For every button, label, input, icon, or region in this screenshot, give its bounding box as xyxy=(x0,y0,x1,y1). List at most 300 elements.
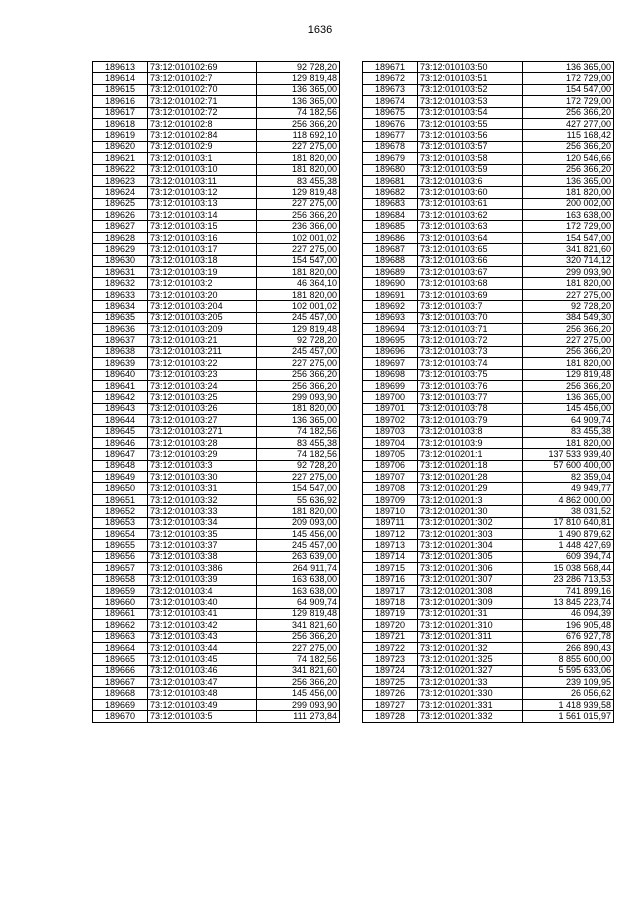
value-cell: 299 093,90 xyxy=(257,392,340,403)
cadastral-number-cell: 73:12:010103:49 xyxy=(148,699,257,710)
table-row xyxy=(363,369,614,380)
cadastral-number-cell: 73:12:010201:304 xyxy=(418,540,523,551)
table-row xyxy=(93,506,340,517)
table-row xyxy=(363,267,614,278)
value-cell: 115 168,42 xyxy=(523,130,614,141)
record-id-cell: 189672 xyxy=(363,73,418,84)
record-id-cell: 189668 xyxy=(93,688,148,699)
value-cell: 136 365,00 xyxy=(257,84,340,95)
table-row xyxy=(363,335,614,346)
table-row xyxy=(93,642,340,653)
value-cell: 118 692,10 xyxy=(257,130,340,141)
cadastral-number-cell: 73:12:010103:2 xyxy=(148,278,257,289)
record-id-cell: 189628 xyxy=(93,232,148,243)
table-row xyxy=(93,130,340,141)
table-row xyxy=(93,244,340,255)
value-cell: 181 820,00 xyxy=(257,164,340,175)
table-row xyxy=(363,107,614,118)
table-row xyxy=(93,585,340,596)
record-id-cell: 189632 xyxy=(93,278,148,289)
value-cell: 154 547,00 xyxy=(523,232,614,243)
cadastral-number-cell: 73:12:010201:308 xyxy=(418,585,523,596)
record-id-cell: 189622 xyxy=(93,164,148,175)
value-cell: 200 002,00 xyxy=(523,198,614,209)
cadastral-number-cell: 73:12:010103:37 xyxy=(148,540,257,551)
cadastral-number-cell: 73:12:010103:17 xyxy=(148,244,257,255)
table-row xyxy=(363,426,614,437)
cadastral-number-cell: 73:12:010103:79 xyxy=(418,415,523,426)
value-cell: 102 001,02 xyxy=(257,232,340,243)
table-row xyxy=(93,118,340,129)
cadastral-number-cell: 73:12:010103:6 xyxy=(418,175,523,186)
value-cell: 227 275,00 xyxy=(257,244,340,255)
record-id-cell: 189654 xyxy=(93,529,148,540)
table-row xyxy=(93,699,340,710)
record-id-cell: 189618 xyxy=(93,118,148,129)
value-cell: 172 729,00 xyxy=(523,73,614,84)
value-cell: 136 365,00 xyxy=(257,96,340,107)
table-row xyxy=(93,358,340,369)
table-row xyxy=(363,483,614,494)
table-row xyxy=(93,563,340,574)
cadastral-number-cell: 73:12:010103:75 xyxy=(418,369,523,380)
value-cell: 181 820,00 xyxy=(257,506,340,517)
value-cell: 163 638,00 xyxy=(257,585,340,596)
value-cell: 256 366,20 xyxy=(523,323,614,334)
record-id-cell: 189706 xyxy=(363,460,418,471)
table-row xyxy=(363,608,614,619)
cadastral-number-cell: 73:12:010103:271 xyxy=(148,426,257,437)
cadastral-number-cell: 73:12:010103:58 xyxy=(418,153,523,164)
record-id-cell: 189708 xyxy=(363,483,418,494)
value-cell: 145 456,00 xyxy=(523,403,614,414)
table-row xyxy=(363,96,614,107)
cadastral-number-cell: 73:12:010201:18 xyxy=(418,460,523,471)
record-id-cell: 189695 xyxy=(363,335,418,346)
cadastral-number-cell: 73:12:010103:18 xyxy=(148,255,257,266)
record-id-cell: 189723 xyxy=(363,654,418,665)
table-row xyxy=(363,574,614,585)
record-id-cell: 189627 xyxy=(93,221,148,232)
value-cell: 245 457,00 xyxy=(257,540,340,551)
record-id-cell: 189717 xyxy=(363,585,418,596)
table-row xyxy=(93,494,340,505)
value-cell: 227 275,00 xyxy=(257,141,340,152)
record-id-cell: 189681 xyxy=(363,175,418,186)
table-row xyxy=(93,198,340,209)
cadastral-number-cell: 73:12:010201:331 xyxy=(418,699,523,710)
value-cell: 341 821,60 xyxy=(257,620,340,631)
cadastral-number-cell: 73:12:010103:26 xyxy=(148,403,257,414)
record-id-cell: 189638 xyxy=(93,346,148,357)
table-row xyxy=(93,380,340,391)
record-id-cell: 189728 xyxy=(363,711,418,722)
record-id-cell: 189671 xyxy=(363,62,418,73)
cadastral-number-cell: 73:12:010201:302 xyxy=(418,517,523,528)
value-cell: 181 820,00 xyxy=(257,403,340,414)
record-id-cell: 189639 xyxy=(93,358,148,369)
cadastral-number-cell: 73:12:010103:11 xyxy=(148,175,257,186)
record-id-cell: 189721 xyxy=(363,631,418,642)
value-cell: 83 455,38 xyxy=(257,175,340,186)
cadastral-number-cell: 73:12:010103:5 xyxy=(148,711,257,722)
table-row xyxy=(93,449,340,460)
value-cell: 227 275,00 xyxy=(523,335,614,346)
cadastral-number-cell: 73:12:010103:70 xyxy=(418,312,523,323)
cadastral-number-cell: 73:12:010201:306 xyxy=(418,563,523,574)
table-row xyxy=(363,358,614,369)
record-id-cell: 189679 xyxy=(363,153,418,164)
cadastral-number-cell: 73:12:010103:73 xyxy=(418,346,523,357)
value-cell: 129 819,48 xyxy=(257,608,340,619)
cadastral-number-cell: 73:12:010201:30 xyxy=(418,506,523,517)
record-id-cell: 189693 xyxy=(363,312,418,323)
cadastral-number-cell: 73:12:010103:52 xyxy=(418,84,523,95)
cadastral-number-cell: 73:12:010103:67 xyxy=(418,267,523,278)
table-row xyxy=(93,403,340,414)
cadastral-number-cell: 73:12:010102:72 xyxy=(148,107,257,118)
value-cell: 196 905,48 xyxy=(523,620,614,631)
cadastral-number-cell: 73:12:010103:43 xyxy=(148,631,257,642)
record-id-cell: 189643 xyxy=(93,403,148,414)
record-id-cell: 189713 xyxy=(363,540,418,551)
cadastral-number-cell: 73:12:010103:71 xyxy=(418,323,523,334)
record-id-cell: 189657 xyxy=(93,563,148,574)
table-row xyxy=(93,529,340,540)
record-id-cell: 189692 xyxy=(363,301,418,312)
table-row xyxy=(93,73,340,84)
record-id-cell: 189705 xyxy=(363,449,418,460)
cadastral-number-cell: 73:12:010103:35 xyxy=(148,529,257,540)
record-id-cell: 189670 xyxy=(93,711,148,722)
cadastral-number-cell: 73:12:010201:31 xyxy=(418,608,523,619)
cadastral-number-cell: 73:12:010103:13 xyxy=(148,198,257,209)
record-id-cell: 189709 xyxy=(363,494,418,505)
table-row xyxy=(93,631,340,642)
record-id-cell: 189710 xyxy=(363,506,418,517)
table-row xyxy=(93,392,340,403)
cadastral-number-cell: 73:12:010103:16 xyxy=(148,232,257,243)
table-row xyxy=(93,677,340,688)
table-row xyxy=(363,585,614,596)
record-id-cell: 189640 xyxy=(93,369,148,380)
cadastral-number-cell: 73:12:010201:3 xyxy=(418,494,523,505)
cadastral-number-cell: 73:12:010103:65 xyxy=(418,244,523,255)
table-row xyxy=(93,608,340,619)
table-row xyxy=(93,312,340,323)
record-id-cell: 189625 xyxy=(93,198,148,209)
value-cell: 92 728,20 xyxy=(257,460,340,471)
table-row xyxy=(363,392,614,403)
table-row xyxy=(363,255,614,266)
value-cell: 256 366,20 xyxy=(257,677,340,688)
cadastral-number-cell: 73:12:010103:31 xyxy=(148,483,257,494)
cadastral-number-cell: 73:12:010103:77 xyxy=(418,392,523,403)
table-row xyxy=(93,415,340,426)
cadastral-number-cell: 73:12:010201:305 xyxy=(418,551,523,562)
record-id-cell: 189726 xyxy=(363,688,418,699)
value-cell: 209 093,00 xyxy=(257,517,340,528)
table-row xyxy=(363,118,614,129)
cadastral-number-cell: 73:12:010201:311 xyxy=(418,631,523,642)
value-cell: 181 820,00 xyxy=(257,153,340,164)
table-row xyxy=(93,517,340,528)
cadastral-number-cell: 73:12:010103:42 xyxy=(148,620,257,631)
cadastral-number-cell: 73:12:010103:57 xyxy=(418,141,523,152)
cadastral-number-cell: 73:12:010103:47 xyxy=(148,677,257,688)
cadastral-number-cell: 73:12:010102:7 xyxy=(148,73,257,84)
cadastral-number-cell: 73:12:010103:66 xyxy=(418,255,523,266)
value-cell: 172 729,00 xyxy=(523,221,614,232)
record-id-cell: 189614 xyxy=(93,73,148,84)
cadastral-number-cell: 73:12:010103:4 xyxy=(148,585,257,596)
table-row xyxy=(93,711,340,722)
value-cell: 256 366,20 xyxy=(523,107,614,118)
record-id-cell: 189659 xyxy=(93,585,148,596)
value-cell: 384 549,30 xyxy=(523,312,614,323)
record-id-cell: 189663 xyxy=(93,631,148,642)
value-cell: 23 286 713,53 xyxy=(523,574,614,585)
value-cell: 320 714,12 xyxy=(523,255,614,266)
record-id-cell: 189691 xyxy=(363,289,418,300)
cadastral-number-cell: 73:12:010103:386 xyxy=(148,563,257,574)
table-row xyxy=(363,130,614,141)
table-row xyxy=(363,380,614,391)
record-id-cell: 189673 xyxy=(363,84,418,95)
value-cell: 227 275,00 xyxy=(257,472,340,483)
value-cell: 163 638,00 xyxy=(523,210,614,221)
record-id-cell: 189642 xyxy=(93,392,148,403)
cadastral-number-cell: 73:12:010103:19 xyxy=(148,267,257,278)
table-row xyxy=(363,517,614,528)
record-id-cell: 189719 xyxy=(363,608,418,619)
cadastral-number-cell: 73:12:010103:54 xyxy=(418,107,523,118)
table-row xyxy=(93,346,340,357)
cadastral-number-cell: 73:12:010103:27 xyxy=(148,415,257,426)
cadastral-number-cell: 73:12:010201:29 xyxy=(418,483,523,494)
value-cell: 74 182,56 xyxy=(257,426,340,437)
record-id-cell: 189626 xyxy=(93,210,148,221)
value-cell: 245 457,00 xyxy=(257,346,340,357)
value-cell: 82 359,04 xyxy=(523,472,614,483)
table-row xyxy=(363,84,614,95)
value-cell: 83 455,38 xyxy=(257,437,340,448)
value-cell: 676 927,78 xyxy=(523,631,614,642)
table-row xyxy=(93,460,340,471)
record-id-cell: 189720 xyxy=(363,620,418,631)
table-row xyxy=(363,187,614,198)
value-cell: 609 394,74 xyxy=(523,551,614,562)
record-id-cell: 189621 xyxy=(93,153,148,164)
cadastral-number-cell: 73:12:010102:9 xyxy=(148,141,257,152)
cadastral-number-cell: 73:12:010103:9 xyxy=(418,437,523,448)
record-id-cell: 189661 xyxy=(93,608,148,619)
record-id-cell: 189645 xyxy=(93,426,148,437)
record-id-cell: 189690 xyxy=(363,278,418,289)
record-id-cell: 189629 xyxy=(93,244,148,255)
record-id-cell: 189635 xyxy=(93,312,148,323)
record-id-cell: 189617 xyxy=(93,107,148,118)
cadastral-number-cell: 73:12:010103:69 xyxy=(418,289,523,300)
record-id-cell: 189714 xyxy=(363,551,418,562)
value-cell: 154 547,00 xyxy=(257,483,340,494)
cadastral-number-cell: 73:12:010103:72 xyxy=(418,335,523,346)
table-row xyxy=(363,403,614,414)
table-row xyxy=(363,164,614,175)
record-id-cell: 189613 xyxy=(93,62,148,73)
record-id-cell: 189683 xyxy=(363,198,418,209)
value-cell: 1 418 939,58 xyxy=(523,699,614,710)
value-cell: 239 109,95 xyxy=(523,677,614,688)
table-row xyxy=(93,301,340,312)
cadastral-number-cell: 73:12:010103:59 xyxy=(418,164,523,175)
cadastral-number-cell: 73:12:010103:7 xyxy=(418,301,523,312)
table-row xyxy=(363,665,614,676)
value-cell: 92 728,20 xyxy=(257,335,340,346)
record-id-cell: 189623 xyxy=(93,175,148,186)
cadastral-number-cell: 73:12:010102:84 xyxy=(148,130,257,141)
cadastral-number-cell: 73:12:010103:76 xyxy=(418,380,523,391)
cadastral-number-cell: 73:12:010103:3 xyxy=(148,460,257,471)
cadastral-number-cell: 73:12:010201:330 xyxy=(418,688,523,699)
record-id-cell: 189702 xyxy=(363,415,418,426)
record-id-cell: 189698 xyxy=(363,369,418,380)
record-id-cell: 189724 xyxy=(363,665,418,676)
value-cell: 181 820,00 xyxy=(257,289,340,300)
value-cell: 256 366,20 xyxy=(257,631,340,642)
record-id-cell: 189653 xyxy=(93,517,148,528)
record-id-cell: 189680 xyxy=(363,164,418,175)
cadastral-number-cell: 73:12:010102:69 xyxy=(148,62,257,73)
table-row xyxy=(93,62,340,73)
table-row xyxy=(363,312,614,323)
cadastral-number-cell: 73:12:010103:56 xyxy=(418,130,523,141)
value-cell: 129 819,48 xyxy=(523,369,614,380)
value-cell: 266 890,43 xyxy=(523,642,614,653)
cadastral-number-cell: 73:12:010102:70 xyxy=(148,84,257,95)
record-id-cell: 189658 xyxy=(93,574,148,585)
value-cell: 1 490 879,62 xyxy=(523,529,614,540)
table-row xyxy=(363,494,614,505)
value-cell: 181 820,00 xyxy=(257,267,340,278)
table-row xyxy=(363,415,614,426)
table-row xyxy=(363,551,614,562)
cadastral-number-cell: 73:12:010201:327 xyxy=(418,665,523,676)
cadastral-number-cell: 73:12:010103:46 xyxy=(148,665,257,676)
table-row xyxy=(363,631,614,642)
record-id-cell: 189704 xyxy=(363,437,418,448)
cadastral-number-cell: 73:12:010103:44 xyxy=(148,642,257,653)
value-cell: 264 911,74 xyxy=(257,563,340,574)
value-cell: 13 845 223,74 xyxy=(523,597,614,608)
record-id-cell: 189682 xyxy=(363,187,418,198)
value-cell: 136 365,00 xyxy=(523,175,614,186)
cadastral-number-cell: 73:12:010103:64 xyxy=(418,232,523,243)
record-id-cell: 189662 xyxy=(93,620,148,631)
table-row xyxy=(363,62,614,73)
record-id-cell: 189674 xyxy=(363,96,418,107)
registry-table-right xyxy=(362,61,614,723)
value-cell: 136 365,00 xyxy=(523,62,614,73)
table-row xyxy=(363,711,614,722)
cadastral-number-cell: 73:12:010103:29 xyxy=(148,449,257,460)
table-row xyxy=(363,540,614,551)
record-id-cell: 189712 xyxy=(363,529,418,540)
cadastral-number-cell: 73:12:010103:45 xyxy=(148,654,257,665)
table-row xyxy=(93,153,340,164)
record-id-cell: 189678 xyxy=(363,141,418,152)
table-row xyxy=(363,688,614,699)
value-cell: 256 366,20 xyxy=(523,164,614,175)
table-row xyxy=(363,346,614,357)
value-cell: 64 909,74 xyxy=(257,597,340,608)
cadastral-number-cell: 73:12:010103:61 xyxy=(418,198,523,209)
table-row xyxy=(363,301,614,312)
value-cell: 256 366,20 xyxy=(257,118,340,129)
value-cell: 227 275,00 xyxy=(257,198,340,209)
value-cell: 111 273,84 xyxy=(257,711,340,722)
record-id-cell: 189630 xyxy=(93,255,148,266)
value-cell: 17 810 640,81 xyxy=(523,517,614,528)
table-row xyxy=(363,210,614,221)
cadastral-number-cell: 73:12:010103:10 xyxy=(148,164,257,175)
table-row xyxy=(93,437,340,448)
value-cell: 46 364,10 xyxy=(257,278,340,289)
record-id-cell: 189718 xyxy=(363,597,418,608)
record-id-cell: 189631 xyxy=(93,267,148,278)
cadastral-number-cell: 73:12:010201:1 xyxy=(418,449,523,460)
cadastral-number-cell: 73:12:010103:30 xyxy=(148,472,257,483)
record-id-cell: 189650 xyxy=(93,483,148,494)
table-row xyxy=(363,323,614,334)
record-id-cell: 189647 xyxy=(93,449,148,460)
value-cell: 341 821,60 xyxy=(523,244,614,255)
value-cell: 129 819,48 xyxy=(257,187,340,198)
record-id-cell: 189664 xyxy=(93,642,148,653)
record-id-cell: 189722 xyxy=(363,642,418,653)
table-row xyxy=(93,654,340,665)
table-row xyxy=(93,426,340,437)
record-id-cell: 189619 xyxy=(93,130,148,141)
value-cell: 163 638,00 xyxy=(257,574,340,585)
cadastral-number-cell: 73:12:010103:50 xyxy=(418,62,523,73)
record-id-cell: 189644 xyxy=(93,415,148,426)
cadastral-number-cell: 73:12:010103:8 xyxy=(418,426,523,437)
table-row xyxy=(363,153,614,164)
value-cell: 137 533 939,40 xyxy=(523,449,614,460)
cadastral-number-cell: 73:12:010103:74 xyxy=(418,358,523,369)
value-cell: 256 366,20 xyxy=(257,210,340,221)
cadastral-number-cell: 73:12:010103:32 xyxy=(148,494,257,505)
cadastral-number-cell: 73:12:010103:38 xyxy=(148,551,257,562)
value-cell: 102 001,02 xyxy=(257,301,340,312)
value-cell: 136 365,00 xyxy=(523,392,614,403)
value-cell: 120 546,66 xyxy=(523,153,614,164)
value-cell: 55 636,92 xyxy=(257,494,340,505)
table-row xyxy=(93,175,340,186)
table-row xyxy=(93,164,340,175)
table-row xyxy=(93,483,340,494)
record-id-cell: 189648 xyxy=(93,460,148,471)
record-id-cell: 189686 xyxy=(363,232,418,243)
value-cell: 741 899,16 xyxy=(523,585,614,596)
record-id-cell: 189694 xyxy=(363,323,418,334)
value-cell: 5 595 633,06 xyxy=(523,665,614,676)
table-row xyxy=(363,232,614,243)
value-cell: 1 561 015,97 xyxy=(523,711,614,722)
record-id-cell: 189688 xyxy=(363,255,418,266)
record-id-cell: 189699 xyxy=(363,380,418,391)
